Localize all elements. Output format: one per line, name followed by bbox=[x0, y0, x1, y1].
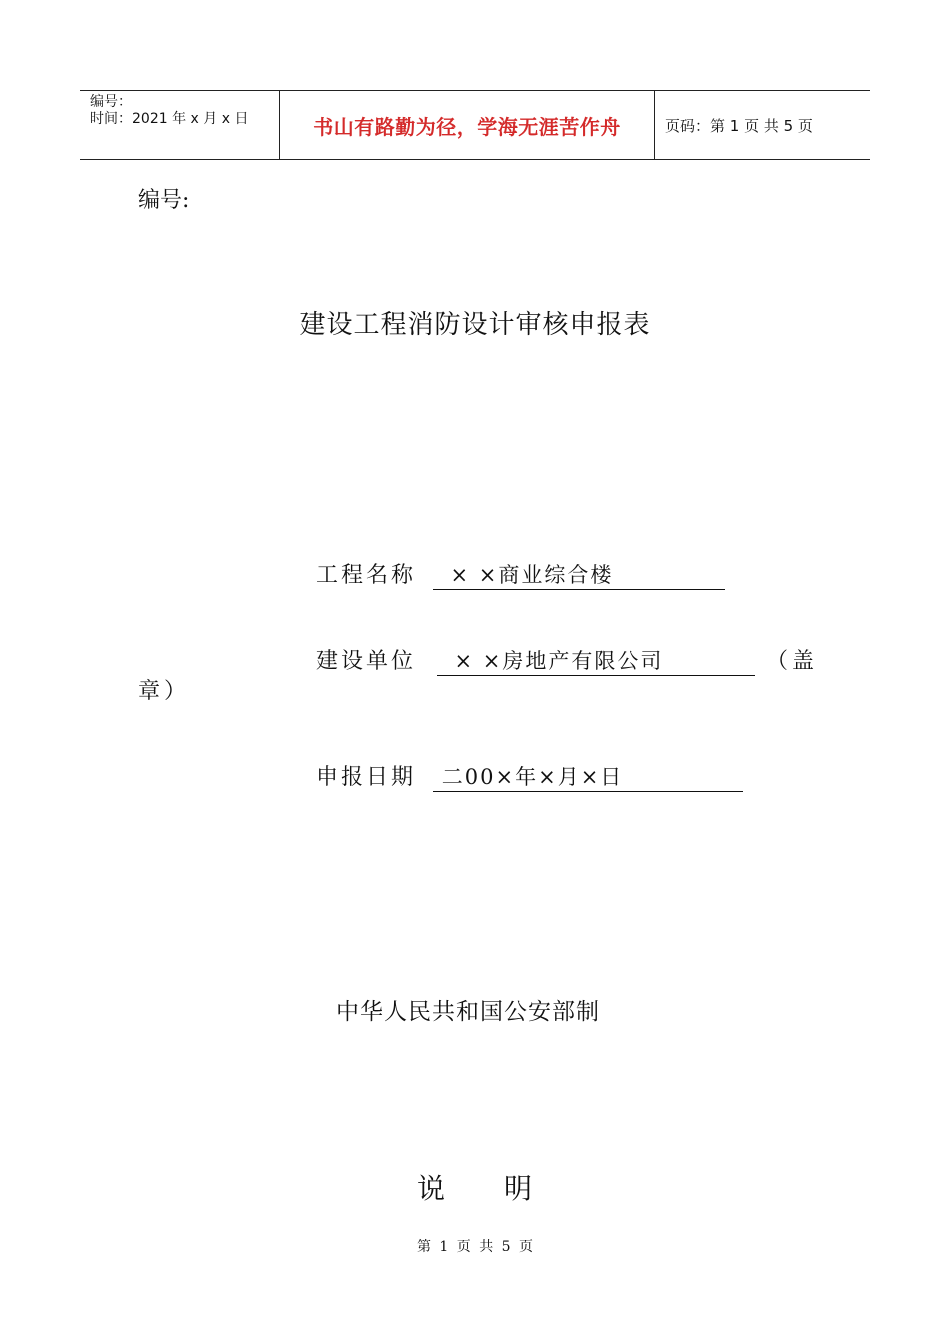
header-motto-cell bbox=[280, 91, 655, 159]
submit-date-label: 申报日期 bbox=[316, 765, 417, 790]
stamp-note-start: （盖 bbox=[766, 649, 819, 674]
document-title: 建设工程消防设计审核申报表 bbox=[299, 310, 651, 340]
section-heading: 说 明 bbox=[417, 1172, 533, 1205]
builder-row bbox=[316, 644, 755, 676]
builder-label: 建设单位 bbox=[316, 649, 417, 674]
project-name-label: 工程名称 bbox=[316, 563, 417, 588]
stamp-note-end: 章） bbox=[138, 679, 191, 704]
header-page-info-cell bbox=[655, 91, 870, 159]
issuer: 中华人民共和国公安部制 bbox=[336, 999, 600, 1025]
page-header bbox=[80, 90, 870, 160]
project-name-row bbox=[316, 558, 725, 590]
header-serial-label: 编号： bbox=[90, 94, 132, 110]
page-footer: 第 1 页 共 5 页 bbox=[416, 1239, 534, 1255]
submit-date-row bbox=[316, 760, 743, 792]
document-serial: 编号: bbox=[138, 188, 190, 213]
builder-value: × ×房地产有限公司 bbox=[437, 645, 755, 676]
header-meta bbox=[80, 91, 280, 159]
header-motto: 书山有路勤为径，学海无涯苦作舟 bbox=[313, 114, 621, 139]
header-page-info: 页码：第 1 页 共 5 页 bbox=[665, 116, 813, 135]
project-name-value: × ×商业综合楼 bbox=[433, 559, 725, 590]
submit-date-value: 二00×年×月×日 bbox=[433, 761, 743, 792]
header-time-label: 时间：2021 年 x 月 x 日 bbox=[90, 111, 249, 127]
